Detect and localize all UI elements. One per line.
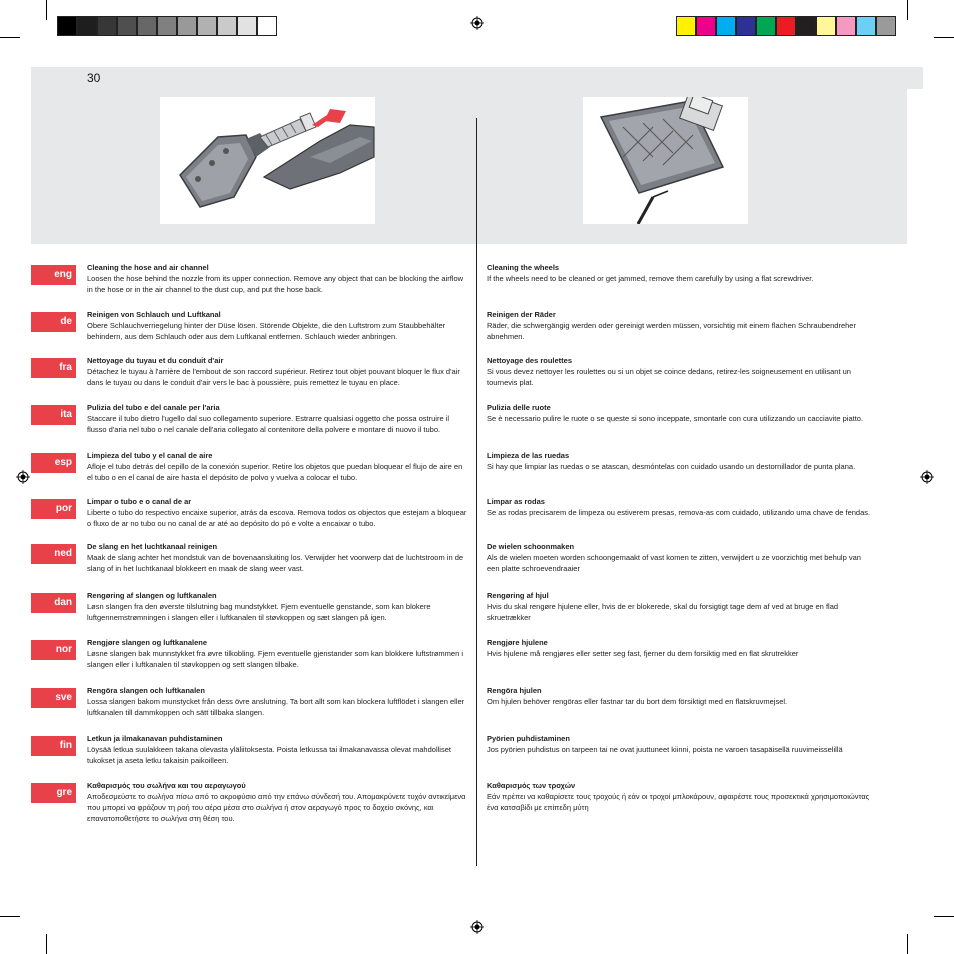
language-tag: fin bbox=[31, 736, 76, 756]
instruction-body: Räder, die schwergängig werden oder gereinigt werden müssen, vorsichtig mit einem flachen Schraubendreher abnehmen. bbox=[487, 321, 856, 341]
crop-mark bbox=[46, 934, 47, 954]
instruction-block bbox=[87, 496, 467, 529]
color-swatch bbox=[197, 16, 217, 36]
instruction-title: Rengöra slangen och luftkanalen bbox=[87, 686, 205, 695]
column-divider bbox=[476, 118, 477, 866]
instruction-title: Rengjøre slangen og luftkanalene bbox=[87, 638, 208, 647]
instruction-title: Rengjøre hjulene bbox=[487, 638, 548, 647]
instruction-block bbox=[87, 541, 467, 574]
instruction-block bbox=[487, 309, 871, 342]
instruction-body: Si vous devez nettoyer les roulettes ou si un objet se coince dedans, retirez-les soigneusement en utilisant un tournevis plat. bbox=[487, 367, 851, 387]
instruction-block bbox=[487, 780, 871, 813]
instruction-block bbox=[487, 402, 871, 424]
color-swatch bbox=[217, 16, 237, 36]
registration-mark-icon bbox=[16, 470, 30, 484]
color-swatch bbox=[137, 16, 157, 36]
language-tag: gre bbox=[31, 783, 76, 803]
color-swatch bbox=[57, 16, 77, 36]
instruction-block bbox=[87, 780, 467, 824]
color-swatch bbox=[177, 16, 197, 36]
registration-mark-icon bbox=[470, 920, 484, 934]
instruction-body: Obere Schlauchverriegelung hinter der Düse lösen. Störende Objekte, die den Luftstrom zum Staubbehälter behindern, aus dem Schlauch oder aus dem Luftkanal entfernen. Schlauch wieder anbringen. bbox=[87, 321, 446, 341]
color-swatch bbox=[676, 16, 696, 36]
crop-mark bbox=[46, 0, 47, 20]
instruction-title: Rengøring af hjul bbox=[487, 591, 549, 600]
instruction-body: Loosen the hose behind the nozzle from its upper connection. Remove any object that can be blocking the airflow in the hose or in the air channel to the dust cup, and put the hose back. bbox=[87, 274, 464, 294]
color-swatch bbox=[836, 16, 856, 36]
crop-mark bbox=[0, 37, 20, 38]
color-swatch bbox=[756, 16, 776, 36]
instruction-body: Als de wielen moeten worden schoongemaakt of vast komen te zitten, verwijdert u ze voorzichtig met behulp van een platte schroevendraaier bbox=[487, 553, 861, 573]
instruction-block bbox=[87, 309, 467, 342]
instruction-block bbox=[487, 496, 871, 518]
language-tag: de bbox=[31, 312, 76, 332]
instruction-block bbox=[87, 685, 467, 718]
instruction-block bbox=[87, 355, 467, 388]
instruction-block bbox=[87, 402, 467, 435]
instruction-body: Détachez le tuyau à l'arrière de l'embout de son raccord supérieur. Retirez tout objet pouvant bloquer le flux d'air dans le tuyau ou dans le conduit d'air vers le bac à poussière, puis remettez le tuyau en place. bbox=[87, 367, 460, 387]
instruction-title: Limpar as rodas bbox=[487, 497, 545, 506]
instruction-title: Limpieza del tubo y el canal de aire bbox=[87, 451, 213, 460]
crop-mark bbox=[907, 0, 908, 20]
color-swatch bbox=[237, 16, 257, 36]
language-tag: eng bbox=[31, 265, 76, 285]
instruction-block bbox=[487, 685, 871, 707]
instruction-title: Limpar o tubo e o canal de ar bbox=[87, 497, 192, 506]
instruction-block bbox=[487, 450, 871, 472]
instruction-title: Καθαρισμός των τροχών bbox=[487, 781, 576, 790]
language-tag: nor bbox=[31, 640, 76, 660]
instruction-body: Staccare il tubo dietro l'ugello dal suo collegamento superiore. Estrarre qualsiasi oggetto che possa ostruire il flusso d'aria nel tubo o nel canale dell'aria collegato al contenitore della polvere e montare di nuovo il tubo. bbox=[87, 414, 450, 434]
instruction-title: Rengöra hjulen bbox=[487, 686, 542, 695]
instruction-body: Löysää letkua suulakkeen takana olevasta yläliitoksesta. Poista letkussa tai ilmakanavassa olevat mahdolliset tukokset ja aseta letku takaisin paikoilleen. bbox=[87, 745, 451, 765]
instruction-block bbox=[87, 450, 467, 483]
instruction-title: Rengøring af slangen og luftkanalen bbox=[87, 591, 217, 600]
instruction-block bbox=[487, 637, 871, 659]
instruction-block bbox=[87, 262, 467, 295]
color-swatch bbox=[736, 16, 756, 36]
language-tag: dan bbox=[31, 593, 76, 613]
instruction-title: Pulizia del tubo e del canale per l'aria bbox=[87, 403, 220, 412]
color-swatch bbox=[257, 16, 277, 36]
instruction-title: De wielen schoonmaken bbox=[487, 542, 575, 551]
page-number: 30 bbox=[87, 71, 101, 85]
instruction-block bbox=[487, 262, 871, 284]
color-swatch bbox=[816, 16, 836, 36]
instruction-body: Αποδεσμεύστε το σωλήνα πίσω από το ακροφύσιο από την επάνω σύνδεσή του. Απομακρύνετε τυχόν αντικείμενα που μπορεί να φράζουν τη ροή του αέρα μέσα στο σωλήνα ή στον αεραγωγό προς το δοχείο σκόνης, και επανατοποθετήστε το σωλήνα στη θέση του. bbox=[87, 792, 466, 823]
color-swatch bbox=[856, 16, 876, 36]
language-tag: esp bbox=[31, 453, 76, 473]
instruction-body: Εάν πρέπει να καθαρίσετε τους τροχούς ή εάν οι τροχοί μπλοκάρουν, αφαιρέστε τους προσεκτικά χρησιμοποιώντας ένα κατσαβίδι με επίπεδη μύτη bbox=[487, 792, 870, 812]
instruction-body: Om hjulen behöver rengöras eller fastnar tar du bort dem försiktigt med en flatskruvmejsel. bbox=[487, 697, 788, 706]
color-swatch bbox=[796, 16, 816, 36]
instruction-title: Limpieza de las ruedas bbox=[487, 451, 570, 460]
color-swatch bbox=[716, 16, 736, 36]
wheels-illustration bbox=[583, 97, 748, 224]
color-swatch bbox=[117, 16, 137, 36]
color-swatch bbox=[776, 16, 796, 36]
instruction-block bbox=[487, 541, 871, 574]
instruction-body: Jos pyörien puhdistus on tarpeen tai ne ovat juuttuneet kiinni, poista ne varoen tasapäisellä ruuvimeisselillä bbox=[487, 745, 843, 754]
instruction-block bbox=[87, 637, 467, 670]
instruction-body: Løsne slangen bak munnstykket fra øvre tilkobling. Fjern eventuelle gjenstander som kan blokkere luftstrømmen i slangen eller i luftkanalen til støvkoppen og sett slangen tilbake. bbox=[87, 649, 464, 669]
instruction-body: Hvis du skal rengøre hjulene eller, hvis de er blokerede, skal du forsigtigt tage dem af ved at bruge en flad skruetrækker bbox=[487, 602, 839, 622]
instruction-body: If the wheels need to be cleaned or get jammed, remove them carefully by using a flat screwdriver. bbox=[487, 274, 814, 283]
instruction-block bbox=[487, 590, 871, 623]
crop-mark bbox=[934, 37, 954, 38]
instruction-title: Reinigen der Räder bbox=[487, 310, 556, 319]
language-tag: ita bbox=[31, 405, 76, 425]
color-swatch bbox=[696, 16, 716, 36]
instruction-body: Se as rodas precisarem de limpeza ou estiverem presas, remova-as com cuidado, utilizando uma chave de fendas. bbox=[487, 508, 871, 517]
color-swatch bbox=[97, 16, 117, 36]
crop-mark bbox=[907, 934, 908, 954]
instruction-body: Afloje el tubo detrás del cepillo de la conexión superior. Retire los objetos que puedan bloquear el flujo de aire en el tubo o en el canal de aire hasta el depósito de polvo y vuelva a colocar el tubo. bbox=[87, 462, 463, 482]
instruction-title: Cleaning the hose and air channel bbox=[87, 263, 209, 272]
instruction-block bbox=[87, 733, 467, 766]
instruction-title: Nettoyage du tuyau et du conduit d'air bbox=[87, 356, 224, 365]
instruction-title: Pulizia delle ruote bbox=[487, 403, 551, 412]
instruction-block bbox=[87, 590, 467, 623]
language-tag: por bbox=[31, 499, 76, 519]
language-tag: ned bbox=[31, 544, 76, 564]
instruction-body: Maak de slang achter het mondstuk van de bovenaansluiting los. Verwijder het voorwerp dat de luchtstroom in de slang of in het luchtkanaal blokkeert en maak de slang weer vast. bbox=[87, 553, 464, 573]
instruction-body: Hvis hjulene må rengjøres eller setter seg fast, fjerner du dem forsiktig med en flat skrutrekker bbox=[487, 649, 799, 658]
instruction-body: Se è necessario pulire le ruote o se queste si sono inceppate, smontarle con cura utilizzando un cacciavite piatto. bbox=[487, 414, 864, 423]
instruction-title: Letkun ja ilmakanavan puhdistaminen bbox=[87, 734, 223, 743]
registration-mark-icon bbox=[920, 470, 934, 484]
instruction-body: Si hay que limpiar las ruedas o se atascan, desmóntelas con cuidado usando un destornillador de punta plana. bbox=[487, 462, 856, 471]
registration-mark-icon bbox=[470, 16, 484, 30]
hose-illustration bbox=[160, 97, 375, 224]
instruction-title: Καθαρισμός του σωλήνα και του αεραγωγού bbox=[87, 781, 246, 790]
crop-mark bbox=[934, 916, 954, 917]
language-tag: fra bbox=[31, 358, 76, 378]
color-swatch bbox=[77, 16, 97, 36]
instruction-body: Liberte o tubo do respectivo encaixe superior, atrás da escova. Remova todos os objectos que estejam a bloquear o fluxo de ar no tubo ou no canal de ar até ao depósito do pó e volte a encaixar o tubo. bbox=[87, 508, 467, 528]
instruction-title: De slang en het luchtkanaal reinigen bbox=[87, 542, 218, 551]
instruction-block bbox=[487, 733, 871, 755]
instruction-body: Løsn slangen fra den øverste tilslutning bag mundstykket. Fjern eventuelle genstande, som kan blokere luftgennemstrømningen i slangen eller i luftkanalen til støvkoppen og sæt slangen på igen. bbox=[87, 602, 431, 622]
language-tag: sve bbox=[31, 688, 76, 708]
crop-mark bbox=[0, 916, 20, 917]
instruction-title: Cleaning the wheels bbox=[487, 263, 560, 272]
instruction-title: Pyörien puhdistaminen bbox=[487, 734, 570, 743]
instruction-body: Lossa slangen bakom munstycket från dess övre anslutning. Ta bort allt som kan blockera luftflödet i slangen eller luftkanalen till dammkoppen och sätt tillbaka slangen. bbox=[87, 697, 465, 717]
instruction-title: Nettoyage des roulettes bbox=[487, 356, 573, 365]
color-swatch bbox=[157, 16, 177, 36]
color-swatch bbox=[876, 16, 896, 36]
header-band bbox=[31, 67, 923, 89]
instruction-block bbox=[487, 355, 871, 388]
instruction-title: Reinigen von Schlauch und Luftkanal bbox=[87, 310, 221, 319]
